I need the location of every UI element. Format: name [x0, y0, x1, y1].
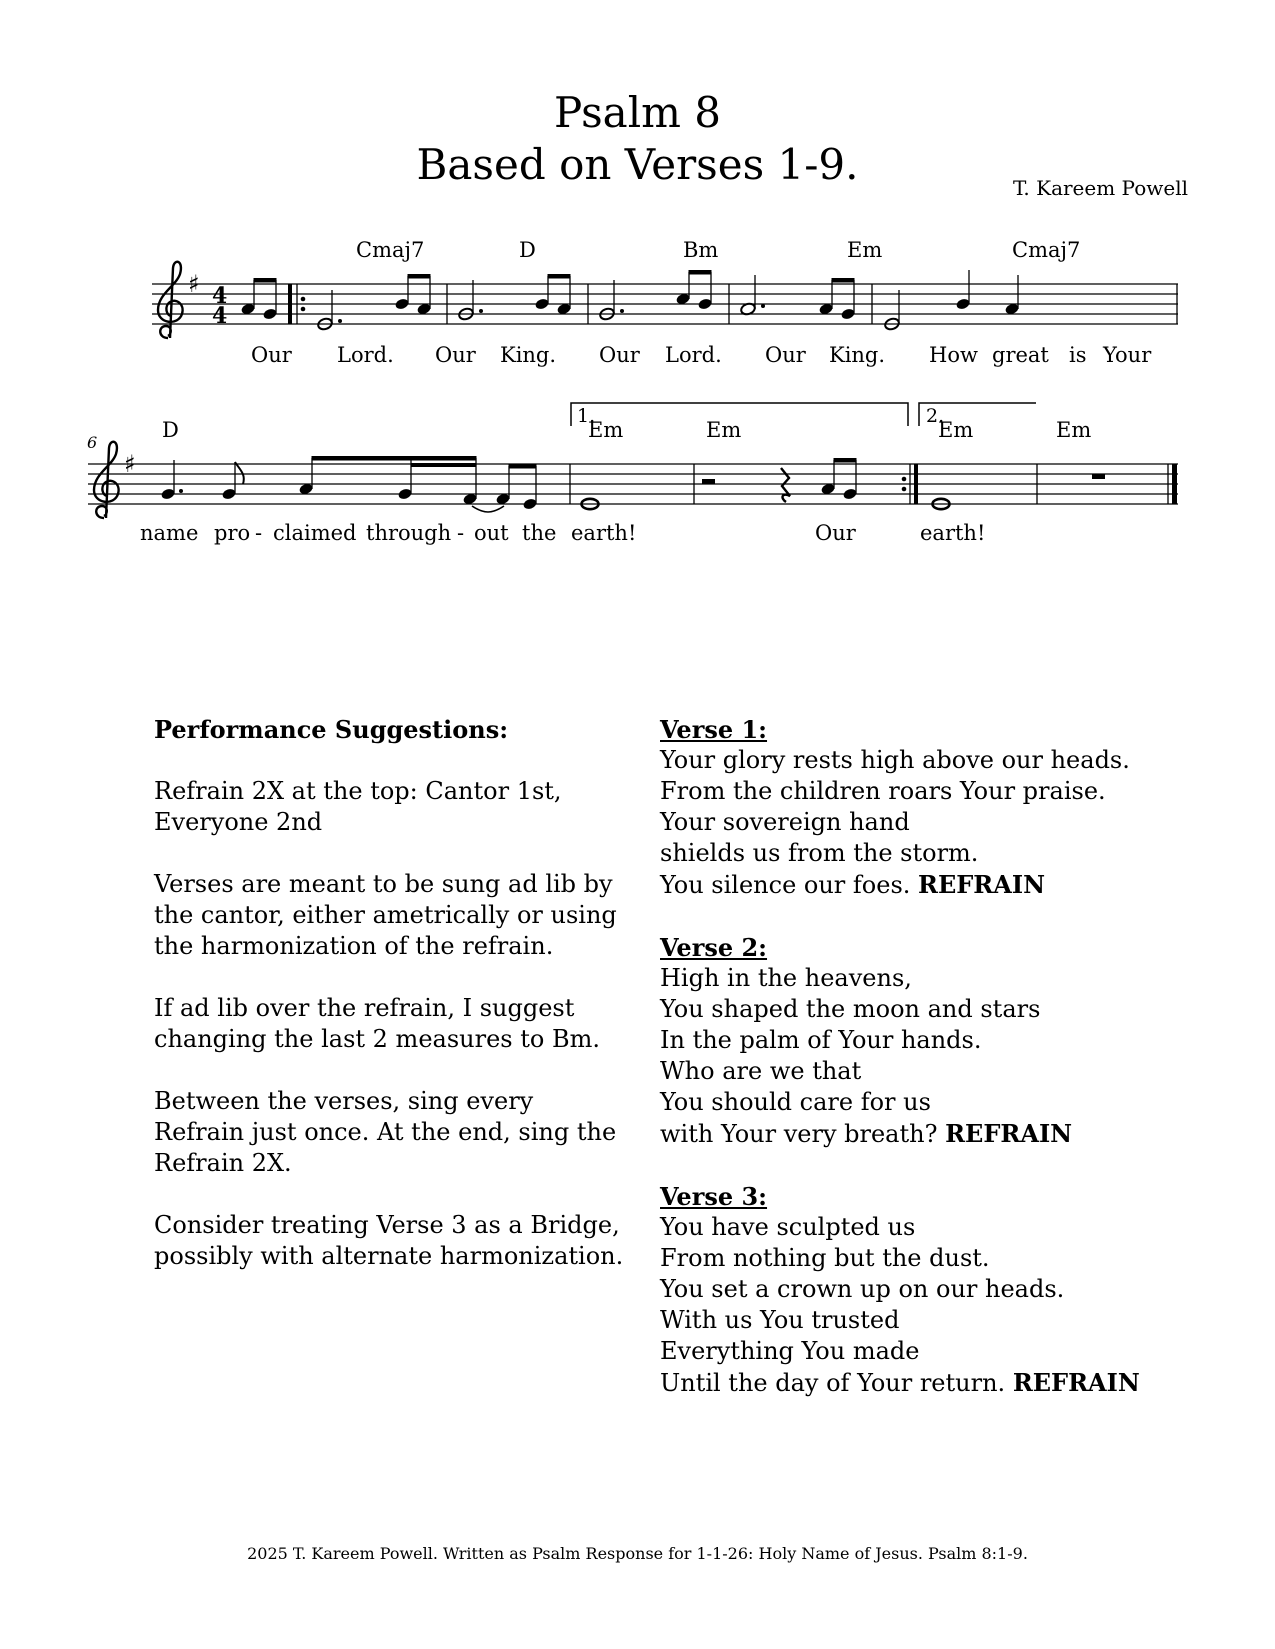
staff-lines — [88, 464, 1178, 504]
lyric-syllable: is — [1069, 343, 1087, 367]
verse-line-last — [660, 1367, 1180, 1399]
verse-line: You shaped the moon and stars — [660, 995, 1041, 1023]
time-signature-top: 4 — [212, 283, 228, 309]
lyric-syllable: Our — [765, 343, 806, 367]
lyric-syllable: claimed — [273, 521, 357, 545]
chord-symbol: Em — [847, 238, 883, 262]
lyric-syllable: the — [522, 521, 557, 545]
page-title: Psalm 8 — [553, 88, 722, 137]
final-barline — [1172, 464, 1177, 504]
verse-2 — [660, 932, 1180, 1150]
lyric-syllable: Lord. — [337, 343, 394, 367]
chord-symbol: D — [519, 238, 536, 262]
verse-heading: Verse 3: — [660, 1182, 768, 1211]
verse-line: From the children roars Your praise. — [660, 777, 1106, 805]
verse-line: Your sovereign hand — [660, 808, 910, 836]
measure-5 — [884, 270, 1020, 331]
verse-line: You silence our foes. — [660, 871, 911, 899]
performance-paragraph: Refrain 2X at the top: Cantor 1st, Everyone 2nd — [154, 777, 562, 836]
verse-line-last — [660, 1118, 1180, 1150]
composer-credit: T. Kareem Powell — [1013, 176, 1188, 200]
lyric-syllable: - — [255, 521, 263, 545]
lyric-syllable: earth! — [571, 521, 637, 545]
lyric-syllable: Our — [251, 343, 292, 367]
verse-line: In the palm of Your hands. — [660, 1026, 982, 1054]
chord-symbol: Cmaj7 — [1012, 238, 1081, 262]
lyric-syllable: Our — [599, 343, 640, 367]
verse-line: with Your very breath? — [660, 1120, 938, 1148]
lyric-syllable: How — [929, 343, 978, 367]
verse-line: Who are we that — [660, 1057, 862, 1085]
performance-paragraph: Verses are meant to be sung ad lib by the cantor, either ametrically or using the harmonization of the refrain. — [154, 870, 617, 960]
measure-8 — [702, 458, 858, 502]
lyric-syllable: great — [992, 343, 1049, 367]
performance-suggestions — [154, 714, 624, 1303]
performance-paragraph: Between the verses, sing every Refrain just once. At the end, sing the Refrain 2X. — [154, 1087, 617, 1177]
staff-lines — [152, 284, 1178, 324]
lyric-syllable: through — [366, 521, 452, 545]
performance-paragraph: Consider treating Verse 3 as a Bridge, possibly with alternate harmonization. — [154, 1211, 624, 1270]
volta-2 — [919, 403, 1036, 427]
chord-symbol: Em — [588, 418, 624, 442]
refrain-marker: REFRAIN — [1012, 1368, 1140, 1397]
lyric-syllable: Your — [1103, 343, 1152, 367]
verse-heading: Verse 1: — [660, 715, 768, 744]
score-system-1 — [0, 230, 1275, 380]
page-subtitle: Based on Verses 1-9. — [416, 140, 859, 189]
chord-symbol: Bm — [683, 238, 719, 262]
lyric-syllable: earth! — [920, 521, 986, 545]
verse-line: shields us from the storm. — [660, 839, 979, 867]
treble-clef-icon — [158, 262, 183, 338]
verse-line-last — [660, 869, 1180, 901]
whole-rest-icon — [1092, 474, 1105, 479]
chord-symbol: Cmaj7 — [356, 238, 425, 262]
lyric-syllable: - — [457, 521, 465, 545]
sharp-icon: ♯ — [188, 270, 200, 298]
lyric-syllable: pro — [214, 521, 251, 545]
verse-line: You should care for us — [660, 1088, 931, 1116]
copyright-footer: 2025 T. Kareem Powell. Written as Psalm Response for 1-1-26: Holy Name of Jesus. Psalm 8:1-9. — [247, 1544, 1028, 1563]
measure-10 — [1092, 474, 1105, 479]
measure-number: 6 — [87, 433, 98, 452]
volta-2-label: 2. — [926, 405, 945, 427]
verse-3 — [660, 1181, 1180, 1399]
verse-heading: Verse 2: — [660, 933, 768, 962]
chord-symbol: Em — [1056, 418, 1092, 442]
verse-line: You set a crown up on our heads. — [660, 1275, 1065, 1303]
verse-line: With us You trusted — [660, 1306, 900, 1334]
lyric-syllable: Lord. — [665, 343, 722, 367]
measure-1 — [317, 274, 432, 331]
half-rest-icon — [702, 479, 715, 484]
score-system-2 — [0, 400, 1275, 560]
performance-paragraph: If ad lib over the refrain, I suggest changing the last 2 measures to Bm. — [154, 994, 600, 1053]
verse-line: You have sculpted us — [660, 1213, 916, 1241]
verse-line: From nothing but the dust. — [660, 1244, 990, 1272]
volta-1-label: 1. — [577, 405, 596, 427]
chord-symbol: Em — [938, 418, 974, 442]
lyric-syllable: King. — [500, 343, 557, 367]
verse-line: High in the heavens, — [660, 964, 912, 992]
verses-column — [660, 714, 1180, 1430]
treble-clef-icon — [94, 442, 119, 518]
verse-line: Everything You made — [660, 1337, 920, 1365]
chord-symbol: D — [162, 418, 179, 442]
lyric-syllable: out — [474, 521, 509, 545]
verse-1 — [660, 714, 1180, 901]
lyric-syllable: Our — [435, 343, 476, 367]
sharp-icon: ♯ — [124, 450, 136, 478]
verse-line: Your glory rests high above our heads. — [660, 746, 1130, 774]
verse-line: Until the day of Your return. — [660, 1369, 1006, 1397]
chord-symbol: Em — [706, 418, 742, 442]
time-signature-bottom: 4 — [212, 303, 228, 329]
performance-heading: Performance Suggestions: — [154, 715, 509, 744]
refrain-marker: REFRAIN — [918, 870, 1046, 899]
lyric-syllable: name — [140, 521, 199, 545]
lyric-syllable: King. — [829, 343, 886, 367]
refrain-marker: REFRAIN — [945, 1119, 1073, 1148]
lyric-syllable: Our — [815, 521, 856, 545]
